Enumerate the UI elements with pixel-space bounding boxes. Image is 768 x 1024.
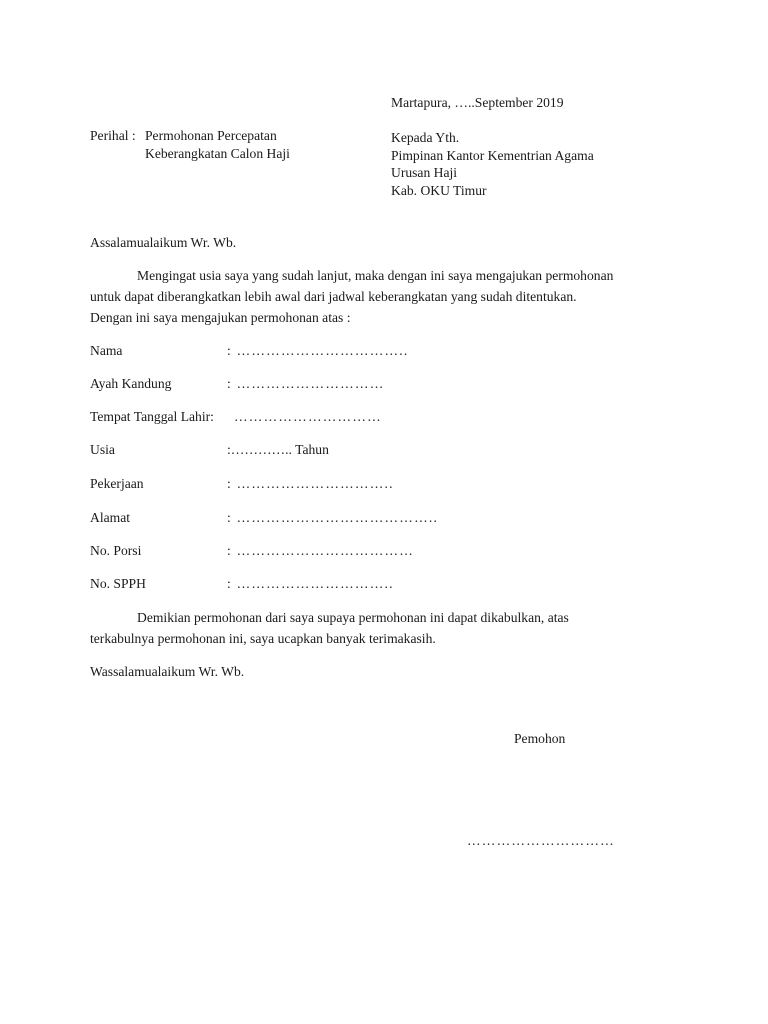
field-value-usia: :………….. Tahun (227, 442, 329, 457)
recipient-line-4: Kab. OKU Timur (391, 183, 487, 198)
greeting: Assalamualaikum Wr. Wb. (90, 235, 237, 250)
field-label-alamat: Alamat (90, 510, 131, 525)
perihal-label: Perihal : (90, 128, 136, 143)
field-value-pekerjaan: : ………………………….. (227, 476, 394, 491)
field-value-no-porsi: : ……………………………… (227, 543, 415, 558)
recipient-line-1: Kepada Yth. (391, 130, 460, 145)
field-label-no-spph: No. SPPH (90, 576, 146, 591)
intro-line-3: Dengan ini saya mengajukan permohonan atas : (90, 310, 351, 325)
field-label-ayah-kandung: Ayah Kandung (90, 376, 172, 391)
farewell: Wassalamualaikum Wr. Wb. (90, 664, 245, 679)
field-value-alamat: : ………………………………….. (227, 510, 439, 525)
closing-line-2: terkabulnya permohonan ini, saya ucapkan banyak terimakasih. (90, 631, 436, 646)
recipient-line-3: Urusan Haji (391, 165, 458, 180)
perihal-line-2: Keberangkatan Calon Haji (145, 146, 290, 161)
recipient-line-2: Pimpinan Kantor Kementrian Agama (391, 148, 594, 163)
field-label-usia: Usia (90, 442, 115, 457)
field-label-nama: Nama (90, 343, 123, 358)
field-label-pekerjaan: Pekerjaan (90, 476, 144, 491)
field-label-no-porsi: No. Porsi (90, 543, 142, 558)
field-value-no-spph: : ………………………….. (227, 576, 394, 591)
intro-line-2: untuk dapat diberangkatkan lebih awal dari jadwal keberangkatan yang sudah ditentukan. (90, 289, 577, 304)
closing-line-1: Demikian permohonan dari saya supaya permohonan ini dapat dikabulkan, atas (137, 610, 569, 625)
field-label-tempat-tanggal-lahir: Tempat Tanggal Lahir: (90, 409, 214, 424)
intro-line-1: Mengingat usia saya yang sudah lanjut, maka dengan ini saya mengajukan permohonan (137, 268, 614, 283)
signature-name-line: ………………………… (467, 833, 615, 848)
field-value-ayah-kandung: : ………………………… (227, 376, 385, 391)
place-date: Martapura, …..September 2019 (391, 95, 564, 110)
perihal-line-1: Permohonan Percepatan (145, 128, 277, 143)
signature-title: Pemohon (514, 731, 566, 746)
field-value-tempat-tanggal-lahir: ………………………… (234, 409, 382, 424)
field-value-nama: : …………………………….. (227, 343, 409, 358)
